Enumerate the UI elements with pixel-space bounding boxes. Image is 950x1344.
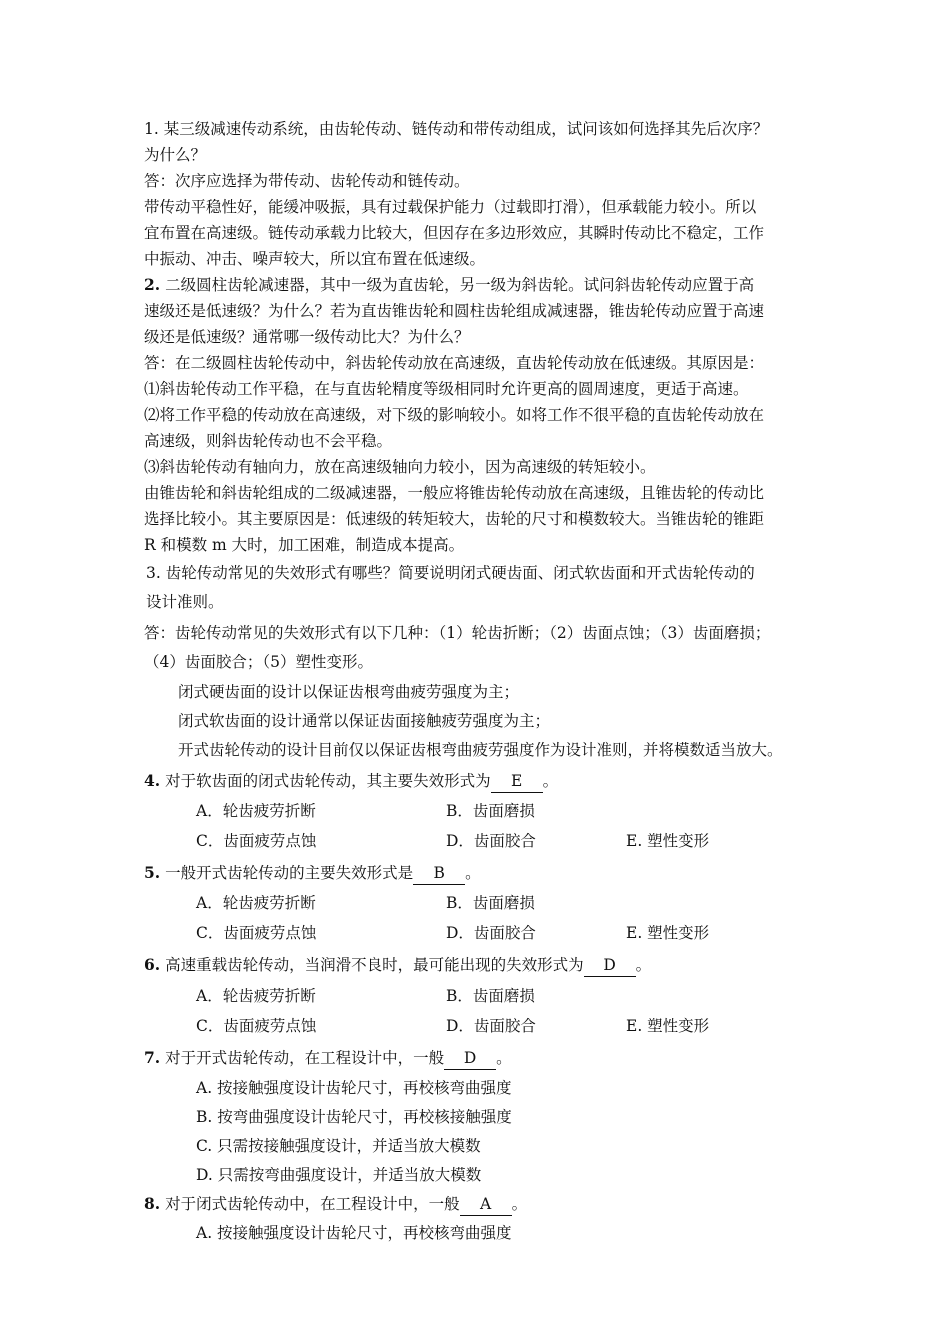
q4-option-c: C．齿面疲劳点蚀 (196, 832, 317, 850)
q5-option-a: A．轮齿疲劳折断 (196, 894, 316, 912)
q5-answer-blank: B (413, 862, 465, 885)
q7-option-a: A. 按接触强度设计齿轮尺寸，再校核弯曲强度 (196, 1079, 512, 1097)
q3-answer-line-3: 闭式硬齿面的设计以保证齿根弯曲疲劳强度为主； (178, 683, 520, 701)
q7-end: 。 (496, 1049, 512, 1067)
q3-answer-line-1: 答：齿轮传动常见的失效形式有以下几种：（1）轮齿折断；（2）齿面点蚀；（3）齿面磨损； (144, 624, 771, 642)
q4-option-b: B．齿面磨损 (446, 802, 535, 820)
q8-question (144, 1193, 527, 1216)
q2-answer-line-7: 选择比较小。其主要原因是：低速级的转矩较大，齿轮的尺寸和模数较大。当锥齿轮的锥距 (144, 510, 765, 528)
q5-option-e: E. 塑性变形 (626, 924, 710, 942)
q3-answer-line-5: 开式齿轮传动的设计目前仅以保证齿根弯曲疲劳强度作为设计准则，并将模数适当放大。 (178, 741, 783, 759)
q7-number: 7. (144, 1048, 161, 1067)
q7-option-d: D. 只需按弯曲强度设计，并适当放大模数 (196, 1166, 482, 1184)
q6-number: 6. (144, 955, 161, 974)
q2-answer-line-2: ⑴斜齿轮传动工作平稳，在与直齿轮精度等级相同时允许更高的圆周速度，更适于高速。 (144, 380, 749, 398)
q2-answer-line-1: 答：在二级圆柱齿轮传动中，斜齿轮传动放在高速级，直齿轮传动放在低速级。其原因是： (144, 354, 765, 372)
q2-question-line-1 (144, 274, 754, 296)
q7-option-c: C. 只需按接触强度设计，并适当放大模数 (196, 1137, 481, 1155)
q5-question (144, 862, 481, 885)
q3-question-line-2: 设计准则。 (146, 593, 224, 611)
q3-answer-line-4: 闭式软齿面的设计通常以保证齿面接触疲劳强度为主； (178, 712, 551, 730)
q5-option-c: C．齿面疲劳点蚀 (196, 924, 317, 942)
q6-option-d: D．齿面胶合 (446, 1017, 536, 1035)
q4-answer-blank: E (491, 770, 543, 793)
q6-option-c: C．齿面疲劳点蚀 (196, 1017, 317, 1035)
q1-number: 1. (144, 120, 159, 138)
q8-end: 。 (511, 1195, 528, 1213)
q4-option-d: D．齿面胶合 (446, 832, 536, 850)
q5-end: 。 (465, 864, 481, 882)
q1-answer-line-3: 宜布置在高速级。链传动承载力比较大，但因存在多边形效应，其瞬时传动比不稳定，工作 (144, 224, 765, 242)
q8-option-a: A. 按接触强度设计齿轮尺寸，再校核弯曲强度 (196, 1224, 512, 1242)
q1-question-line-2: 为什么？ (144, 146, 207, 164)
q6-answer-blank: D (584, 954, 636, 977)
q2-answer-line-6: 由锥齿轮和斜齿轮组成的二级减速器，一般应将锥齿轮传动放在高速级，且锥齿轮的传动比 (144, 484, 765, 502)
q1-answer-line-2: 带传动平稳性好，能缓冲吸振，具有过载保护能力（过载即打滑），但承载能力较小。所以 (144, 198, 757, 216)
q1-answer-line-4: 中振动、冲击、噪声较大，所以宜布置在低速级。 (144, 250, 486, 268)
q6-question (144, 954, 651, 977)
q2-answer-line-4: 高速级，则斜齿轮传动也不会平稳。 (144, 432, 393, 450)
q2-answer-line-3: ⑵将工作平稳的传动放在高速级，对下级的影响较小。如将工作不很平稳的直齿轮传动放在 (144, 406, 765, 424)
q8-number: 8. (144, 1194, 161, 1213)
q5-number: 5. (144, 863, 161, 882)
q4-option-a: A．轮齿疲劳折断 (196, 802, 316, 820)
q2-question-line-2: 速级还是低速级？为什么？若为直齿锥齿轮和圆柱齿轮组成减速器，锥齿轮传动应置于高速 (144, 302, 765, 320)
q5-stem: 一般开式齿轮传动的主要失效形式是 (165, 864, 414, 882)
q2-question-text: 二级圆柱齿轮减速器，其中一级为直齿轮，另一级为斜齿轮。试问斜齿轮传动应置于高 (165, 276, 755, 294)
q8-answer-blank: A (460, 1193, 512, 1216)
q2-question-line-3: 级还是低速级？通常哪一级传动比大？为什么？ (144, 328, 470, 346)
q4-question (144, 770, 558, 793)
q5-option-b: B．齿面磨损 (446, 894, 535, 912)
q7-question (144, 1047, 512, 1070)
q7-option-b: B. 按弯曲强度设计齿轮尺寸，再校核接触强度 (196, 1108, 512, 1126)
q6-end: 。 (635, 956, 652, 974)
q8-stem: 对于闭式齿轮传动中，在工程设计中，一般 (165, 1195, 460, 1213)
q4-number: 4. (144, 771, 161, 790)
q3-number: 3. (146, 564, 161, 582)
q2-answer-line-8: R 和模数 m 大时，加工困难，制造成本提高。 (144, 536, 465, 554)
q6-stem: 高速重载齿轮传动，当润滑不良时，最可能出现的失效形式为 (165, 956, 584, 974)
q6-option-a: A．轮齿疲劳折断 (196, 987, 316, 1005)
q3-answer-line-2: （4）齿面胶合；（5）塑性变形。 (144, 653, 373, 671)
q1-answer-line-1: 答：次序应选择为带传动、齿轮传动和链传动。 (144, 172, 470, 190)
q1-question-text: 某三级减速传动系统，由齿轮传动、链传动和带传动组成，试问该如何选择其先后次序？ (163, 120, 769, 138)
q6-option-b: B．齿面磨损 (446, 987, 535, 1005)
q7-answer-blank: D (444, 1047, 496, 1070)
q1-question-line-1 (144, 118, 768, 140)
q4-end: 。 (542, 772, 559, 790)
q3-question-line-1 (146, 562, 755, 584)
q7-stem: 对于开式齿轮传动，在工程设计中，一般 (165, 1049, 445, 1067)
q5-option-d: D．齿面胶合 (446, 924, 536, 942)
q2-answer-line-5: ⑶斜齿轮传动有轴向力，放在高速级轴向力较小，因为高速级的转矩较小。 (144, 458, 656, 476)
q4-stem: 对于软齿面的闭式齿轮传动，其主要失效形式为 (165, 772, 491, 790)
q3-question-text: 齿轮传动常见的失效形式有哪些？简要说明闭式硬齿面、闭式软齿面和开式齿轮传动的 (165, 564, 755, 582)
q6-option-e: E. 塑性变形 (626, 1017, 710, 1035)
q2-number: 2. (144, 275, 161, 294)
q4-option-e: E. 塑性变形 (626, 832, 710, 850)
